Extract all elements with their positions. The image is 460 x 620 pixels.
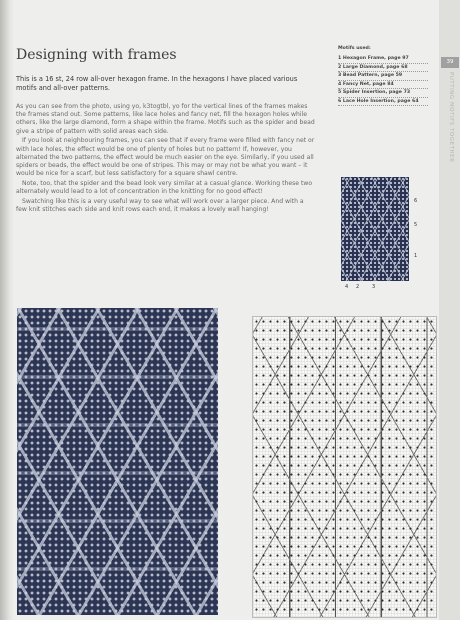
swatch-marker: 3 [372, 284, 376, 290]
motif-list-item: 6 Lace Hole Insertion, page 64 [338, 98, 428, 107]
body-paragraph: Swatching like this is a very useful way to see what will work over a larger piece. And with a few knit stitches each side and knit rows each end, it makes a lovely wall hanging! [16, 197, 304, 213]
body-text [16, 103, 316, 216]
swatch-marker: 4 [345, 284, 349, 290]
motif-list-item: 4 Fancy Net, page 84 [338, 81, 428, 90]
body-paragraph: Note, too, that the spider and the bead look very similar at a casual glance. Working these two alternately would lead to a lot of concentration in the knitting for no good effect! [16, 179, 313, 196]
motifs-used-heading: Motifs used: [338, 46, 371, 51]
section-tab-label: PUTTING MOTIFS TOGETHER [448, 72, 454, 163]
swatch-marker: 1 [414, 253, 418, 259]
knitted-swatch-photo [17, 308, 218, 615]
motif-list-item: 3 Bead Pattern, page 59 [338, 72, 428, 81]
motif-list-item: 2 Large Diamond, page 68 [338, 64, 428, 73]
swatch-marker: 2 [356, 284, 360, 290]
lace-knitting-chart [252, 316, 437, 618]
motif-list-item: 5 Spider Insertion, page 73 [338, 89, 428, 98]
page-heading: Designing with frames [16, 47, 177, 63]
swatch-marker: 6 [414, 198, 418, 204]
swatch-marker: 5 [414, 222, 418, 228]
book-spine-shadow [0, 0, 14, 620]
small-swatch-photo [341, 177, 409, 281]
lead-paragraph: This is a 16 st, 24 row all-over hexagon frame. In the hexagons I have placed various motifs and all-over patterns. [16, 75, 298, 93]
motifs-used-sidebar [338, 46, 428, 106]
body-paragraph: As you can see from the photo, using yo, k3togtbl, yo for the vertical lines of the frames makes the frames stand out. Some patterns, like lace holes and fancy net, fill the hexagon holes while others, like the large diamond, form a shape within the frame. Motifs such as the spider and bead give a stripe of pattern with solid areas each side. [16, 103, 315, 135]
page-number: 39 [441, 57, 459, 68]
motif-list-item: 1 Hexagon Frame, page 97 [338, 55, 428, 64]
body-paragraph: If you look at neighbouring frames, you can see that if every frame were filled with fancy net or with lace holes, the effect would be one of plenty of holes but no pattern! If, however, you alternated the two patterns, the effect would be much easier on the eye. Similarly, if you used all spiders or beads, the effect would be one of stripes. This may or may not be what you want – it would be nice for a scarf, but less satisfactory for a square shawl centre. [16, 137, 315, 178]
